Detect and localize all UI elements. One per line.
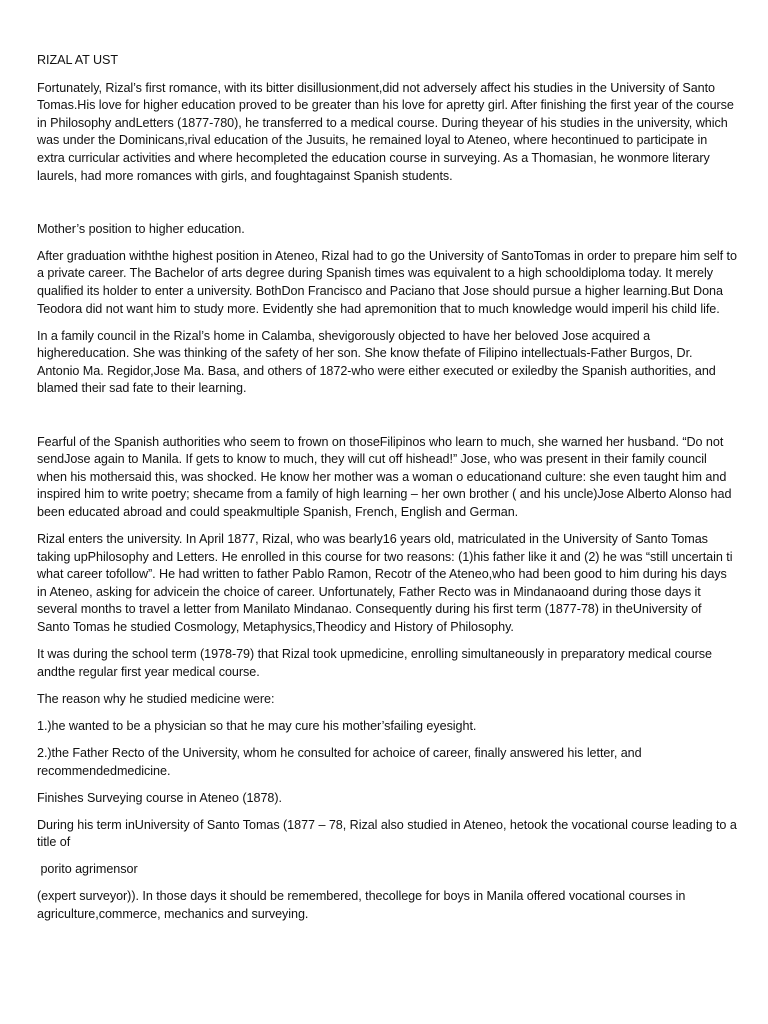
list-item-reason-2: 2.)the Father Recto of the University, whom he consulted for achoice of career, finally answered his letter, and recommendedmedicine. bbox=[37, 745, 642, 778]
paragraph-after-graduation: After graduation withthe highest position in Ateneo, Rizal had to go the University of SantoTomas in order to prepare him self to a private career. The Bachelor of arts degree during Spanish times was equivalent to a high schooldiploma today. It merely qualified its holder to enter a university. BothDon Francisco and Paciano that Jose should pursue a higher learning.But Dona Teodora did not want him to study more. Evidently she had apremonition that to much knowledge would imperil his child life. bbox=[37, 248, 737, 316]
paragraph-reasons-heading: The reason why he studied medicine were: bbox=[37, 691, 275, 706]
spacer bbox=[37, 408, 737, 434]
list-item-reason-1: 1.)he wanted to be a physician so that he may cure his mother’sfailing eyesight. bbox=[37, 718, 477, 733]
paragraph-finishes-surveying: Finishes Surveying course in Ateneo (1878). bbox=[37, 790, 282, 805]
paragraph-family-council: In a family council in the Rizal’s home in Calamba, shevigorously objected to have her beloved Jose acquired a highereducation. She was thinking of the safety of her son. She know thefate of Filipino intellectuals-Father Burgos, Dr. Antonio Ma. Regidor,Jose Ma. Basa, and others of 1872-who were either executed or exiledby the Spanish authorities, and blamed their sad fate to their learning. bbox=[37, 328, 716, 396]
paragraph-school-term: It was during the school term (1978-79) that Rizal took upmedicine, enrolling simultaneously in preparatory medical course andthe regular first year medical course. bbox=[37, 647, 713, 679]
paragraph-rizal-at-ust: Fortunately, Rizal’s first romance, with its bitter disillusionment,did not adversely affect his studies in the University of Santo Tomas.His love for higher education proved to be greater than his love for apretty girl. After finishing the first year of the course in Philosophy andLetters (1877-780), he transferred to a medical course. During theyear of his studies in the university, which was under the Dominicans,rival education of the Jusuits, he remained loyal to Ateneo, where hecontinued to participate in extra curricular activities and where hecompleted the education course in surveying. As a Thomasian, he wonmore literary laurels, had more romances with girls, and foughtagainst Spanish students. bbox=[37, 80, 734, 183]
document-title: RIZAL AT UST bbox=[37, 53, 119, 67]
paragraph-rizal-enters-university: Rizal enters the university. In April 1877, Rizal, who was bearly16 years old, matriculated in the University of Santo Tomas taking upPhilosophy and Letters. He enrolled in this course for two reasons: (1)his father like it and (2) he was “still uncertain ti what career tofollow”. He had written to father Pablo Ramon, Recotr of the Ateneo,who had been good to him during his days in Ateneo, asking for advicein the choice of career. Unfortunately, Father Recto was in Mindanaoand during those days it several months to travel a letter from Manilato Mindanao. Consequently during his first term (1877-78) in theUniversity of Santo Tomas he studied Cosmology, Metaphysics,Theodicy and History of Philosophy. bbox=[37, 531, 733, 634]
paragraph-during-term: During his term inUniversity of Santo Tomas (1877 – 78, Rizal also studied in Ateneo, hetook the vocational course leading to a title of bbox=[37, 817, 737, 850]
paragraph-expert-surveyor: (expert surveyor)). In those days it should be remembered, thecollege for boys in Manila offered vocational courses in agriculture,commerce, mechanics and surveying. bbox=[37, 889, 686, 922]
paragraph-perito-agrimensor: porito agrimensor bbox=[37, 862, 138, 877]
section-heading-mothers-position: Mother’s position to higher education. bbox=[37, 221, 245, 236]
spacer bbox=[37, 195, 737, 221]
paragraph-fearful: Fearful of the Spanish authorities who seem to frown on thoseFilipinos who learn to much, she warned her husband. “Do not sendJose again to Manila. If gets to know to much, they will cut off hishead!” Jose, who was present in their family council when his mothersaid this, was shocked. He know her mother was a woman o educationand culture: she even taught him and inspired him to write poetry; shecame from a family of high learning – her own brother ( and his uncle)Jose Alberto Alonso had been educated abroad and could speakmultiple Spanish, French, English and German. bbox=[37, 434, 732, 519]
document-page bbox=[37, 52, 737, 933]
